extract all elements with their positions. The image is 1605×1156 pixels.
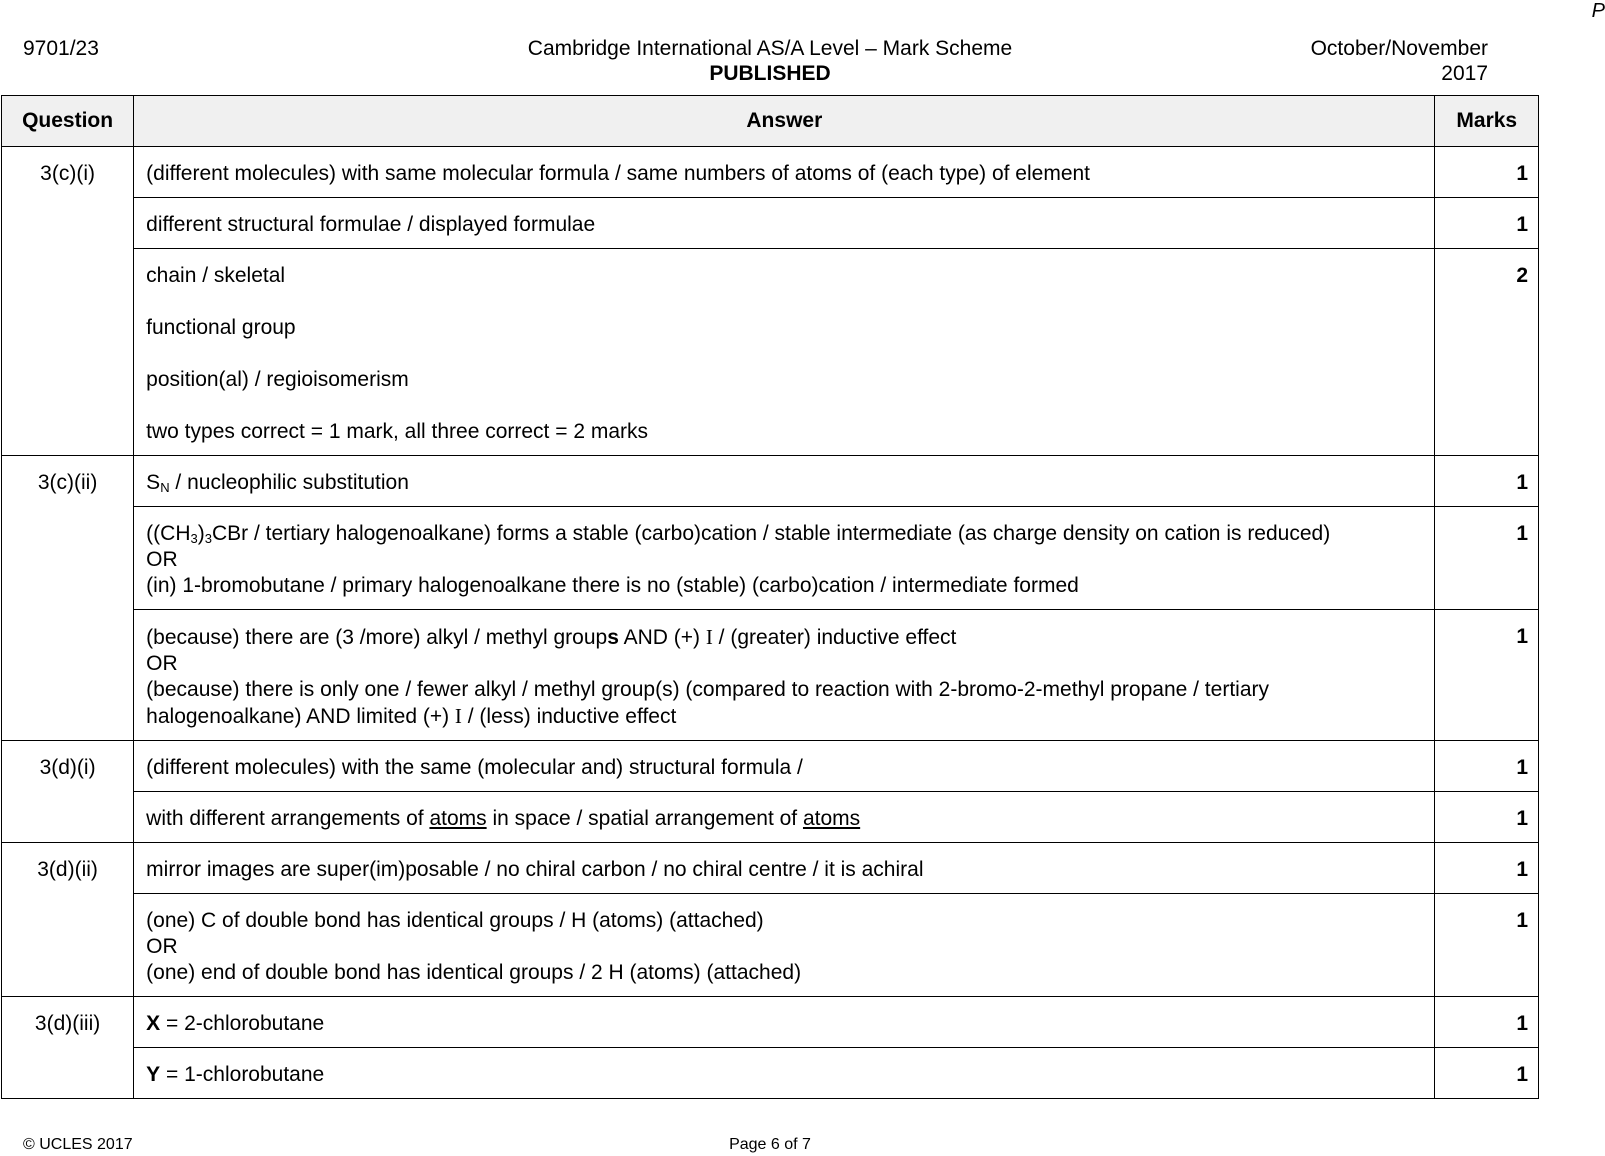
answer-text: AND (+): [618, 626, 706, 649]
question-number: 3(d)(ii): [2, 843, 134, 997]
answer-cell: [134, 792, 1435, 843]
answer-line: functional group: [146, 316, 296, 339]
subscript: 3: [204, 531, 212, 546]
answer-line: [146, 470, 1422, 496]
marks-cell: 1: [1435, 1048, 1539, 1099]
answer-cell: [134, 843, 1435, 894]
answer-text: in space / spatial arrangement of: [486, 807, 803, 830]
page-number: Page 6 of 7: [729, 1136, 811, 1153]
answer-line: [146, 521, 1422, 547]
answer-cell: [134, 894, 1435, 997]
question-column-header: Question: [2, 96, 134, 147]
copyright-notice: © UCLES 2017: [23, 1136, 133, 1153]
answer-line: chain / skeletal: [146, 264, 286, 287]
table-row: [2, 894, 1539, 997]
marks-cell: 2: [1435, 249, 1539, 456]
answer-text: (because) there is only one / fewer alkyl / methyl group(s) (compared to reaction with 2-bromo-2-methyl propane / tertiary halogenoalkane) AND limited (+): [146, 678, 1269, 728]
answer-line: [146, 806, 1422, 832]
answer-text: ): [197, 522, 205, 545]
answer-text: S: [146, 471, 161, 494]
table-header-row: [2, 96, 1539, 147]
published-label: PUBLISHED: [709, 62, 831, 85]
bold-text: Y: [146, 1063, 161, 1086]
answer-text: / (greater) inductive effect: [712, 626, 957, 649]
table-row: [2, 249, 1539, 456]
answer-text: / nucleophilic substitution: [169, 471, 409, 494]
answer-line: (one) C of double bond has identical groups / H (atoms) (attached): [146, 909, 764, 932]
answer-line: [146, 624, 1422, 651]
table-row: [2, 507, 1539, 610]
table-row: [2, 147, 1539, 198]
marks-cell: 1: [1435, 507, 1539, 610]
answer-line: OR: [146, 548, 178, 571]
answer-line: OR: [146, 935, 178, 958]
exam-session-block: [1311, 36, 1488, 86]
answer-line: (different molecules) with same molecular formula / same numbers of atoms of (each type) of element: [146, 162, 1091, 185]
underlined-text: atoms: [802, 807, 861, 830]
answer-line: (one) end of double bond has identical groups / 2 H (atoms) (attached): [146, 961, 802, 984]
answer-line: different structural formulae / displayed formulae: [146, 213, 596, 236]
exam-session: October/November: [1310, 37, 1488, 60]
answer-cell: [134, 1048, 1435, 1099]
answer-line: (different molecules) with the same (molecular and) structural formula /: [146, 756, 803, 779]
bold-text: X: [146, 1012, 161, 1035]
answer-line: mirror images are super(im)posable / no chiral carbon / no chiral centre / it is achiral: [146, 858, 924, 881]
answer-cell: [134, 147, 1435, 198]
table-row: [2, 198, 1539, 249]
marks-cell: 1: [1435, 741, 1539, 792]
answer-line: (in) 1-bromobutane / primary halogenoalkane there is no (stable) (carbo)cation / intermediate formed: [146, 574, 1079, 597]
answer-text: CBr / tertiary halogenoalkane) forms a stable (carbo)cation / stable intermediate (as charge density on cation is reduced): [211, 522, 1331, 545]
table-row: [2, 843, 1539, 894]
corner-letter: P: [1591, 0, 1605, 22]
subscript: N: [160, 480, 170, 495]
table-row: [2, 610, 1539, 741]
answer-text: = 1-chlorobutane: [160, 1063, 325, 1086]
answer-cell: [134, 997, 1435, 1048]
marks-cell: 1: [1435, 198, 1539, 249]
bold-text: s: [607, 626, 619, 649]
marks-cell: 1: [1435, 894, 1539, 997]
paper-code: 9701/23: [23, 37, 99, 60]
answer-line: [146, 677, 1422, 730]
answer-line: two types correct = 1 mark, all three correct = 2 marks: [146, 420, 649, 443]
question-number: 3(c)(ii): [2, 456, 134, 741]
document-title-block: [0, 36, 1540, 86]
question-number: 3(d)(iii): [2, 997, 134, 1099]
marks-cell: 1: [1435, 147, 1539, 198]
answer-line: [146, 1062, 1422, 1088]
answer-text: with different arrangements of: [146, 807, 430, 830]
table-row: [2, 456, 1539, 507]
answer-line: OR: [146, 652, 178, 675]
question-number: 3(d)(i): [2, 741, 134, 843]
exam-year: 2017: [1441, 62, 1488, 85]
underlined-text: atoms: [429, 807, 487, 830]
answer-line: [146, 1011, 1422, 1037]
marks-cell: 1: [1435, 997, 1539, 1048]
document-title: Cambridge International AS/A Level – Mark Scheme: [527, 37, 1013, 60]
answer-cell: [134, 198, 1435, 249]
inductive-symbol: I: [705, 625, 713, 649]
answer-column-header: Answer: [134, 96, 1435, 147]
marks-cell: 1: [1435, 792, 1539, 843]
table-row: [2, 1048, 1539, 1099]
question-number: 3(c)(i): [2, 147, 134, 456]
answer-text: (because) there are (3 /more) alkyl / methyl group: [146, 626, 608, 649]
answer-text: ((CH: [146, 522, 191, 545]
table-row: [2, 997, 1539, 1048]
table-row: [2, 792, 1539, 843]
marks-cell: 1: [1435, 456, 1539, 507]
answer-text: = 2-chlorobutane: [160, 1012, 325, 1035]
table-row: [2, 741, 1539, 792]
marks-column-header: Marks: [1435, 96, 1539, 147]
marks-cell: 1: [1435, 610, 1539, 741]
answer-cell: [134, 610, 1435, 741]
answer-cell: [134, 249, 1435, 456]
answer-cell: [134, 456, 1435, 507]
marks-cell: 1: [1435, 843, 1539, 894]
inductive-symbol: I: [454, 704, 462, 728]
answer-cell: [134, 507, 1435, 610]
subscript: 3: [190, 531, 198, 546]
answer-line: position(al) / regioisomerism: [146, 368, 409, 391]
answer-cell: [134, 741, 1435, 792]
answer-text: / (less) inductive effect: [461, 705, 677, 728]
mark-scheme-table: [1, 95, 1539, 1099]
